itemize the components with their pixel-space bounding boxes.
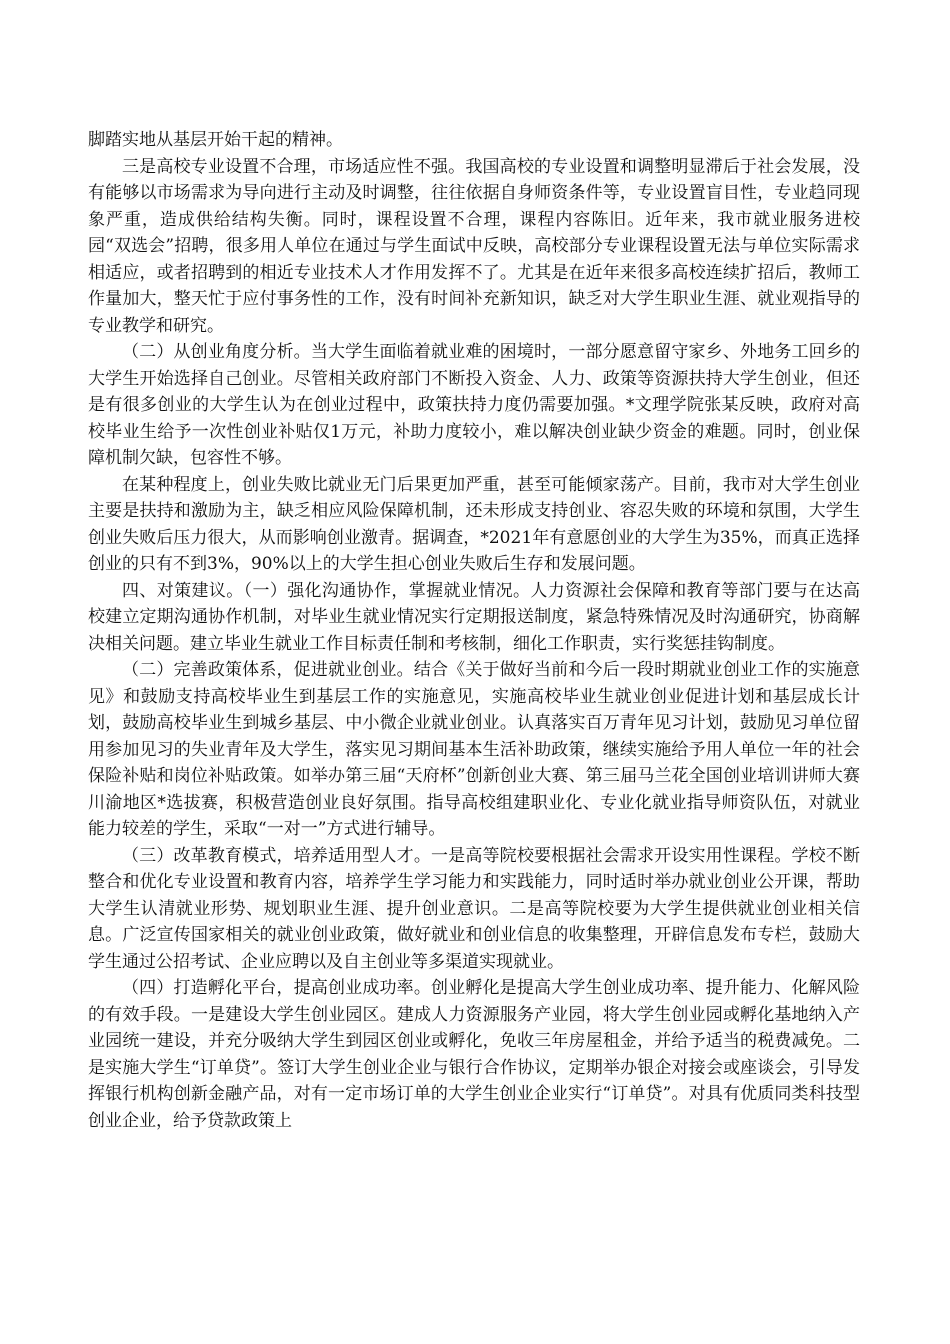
paragraph-entrepreneurship-analysis: （二）从创业角度分析。当大学生面临着就业难的困境时，一部分愿意留守家乡、外地务工回乡的大学生开始选择自己创业。尽管相关政府部门不断投入资金、人力、政策等资源扶持大学生创业，但还是有很多创业的大学生认为在创业过程中，政策扶持力度仍需要加强。*文理学院张某反映，政府对高校毕业生给予一次性创业补贴仅1万元，补助力度较小，难以解决创业缺少资金的难题。同时，创业保障机制欠缺，包容性不够。	[88, 342, 860, 468]
paragraph-continued: 脚踏实地从基层开始干起的精神。	[88, 130, 343, 150]
paragraph-policy-system: （二）完善政策体系，促进就业创业。结合《关于做好当前和今后一段时期就业创业工作的实施意见》和鼓励支持高校毕业生到基层工作的实施意见，实施高校毕业生就业创业促进计划和基层成长计划，鼓励高校毕业生到城乡基层、中小微企业就业创业。认真落实百万青年见习计划，鼓励见习单位留用参加见习的失业青年及大学生，落实见习期间基本生活补助政策，继续实施给予用人单位一年的社会保险补贴和岗位补贴政策。如举办第三届“天府杯”创新创业大赛、第三届马兰花全国创业培训讲师大赛川渝地区*选拔赛，积极营造创业良好氛围。指导高校组建职业化、专业化就业指导师资队伍，对就业能力较差的学生，采取“一对一”方式进行辅导。	[88, 660, 860, 839]
document-body	[88, 127, 860, 1134]
paragraph-education-reform: （三）改革教育模式，培养适用型人才。一是高等院校要根据社会需求开设实用性课程。学校不断整合和优化专业设置和教育内容，培养学生学习能力和实践能力，同时适时举办就业创业公开课，帮助大学生认清就业形势、规划职业生涯、提升创业意识。二是高等院校要为大学生提供就业创业相关信息。广泛宣传国家相关的就业创业政策，做好就业和创业信息的收集整理，开辟信息发布专栏，鼓励大学生通过公招考试、企业应聘以及自主创业等多渠道实现就业。	[88, 845, 860, 972]
paragraph-program-mismatch: 三是高校专业设置不合理，市场适应性不强。我国高校的专业设置和调整明显滞后于社会发展，没有能够以市场需求为导向进行主动及时调整，往往依据自身师资条件等，专业设置盲目性，专业趋同现象严重，造成供给结构失衡。同时，课程设置不合理，课程内容陈旧。近年来，我市就业服务进校园“双选会”招聘，很多用人单位在通过与学生面试中反映，高校部分专业课程设置无法与单位实际需求相适应，或者招聘到的相近专业技术人才作用发挥不了。尤其是在近年来很多高校连续扩招后，教师工作量加大，整天忙于应付事务性的工作，没有时间补充新知识，缺乏对大学生职业生涯、就业观指导的专业教学和研究。	[88, 156, 860, 336]
paragraph-incubation-platform: （四）打造孵化平台，提高创业成功率。创业孵化是提高大学生创业成功率、提升能力、化解风险的有效手段。一是建设大学生创业园区。建成人力资源服务产业园，将大学生创业园或孵化基地纳入产业园统一建设，并充分吸纳大学生到园区创业或孵化，免收三年房屋租金，并给予适当的税费减免。二是实施大学生“订单贷”。签订大学生创业企业与银行合作协议，定期举办银企对接会或座谈会，引导发挥银行机构创新金融产品，对有一定市场订单的大学生创业企业实行“订单贷”。对具有优质同类科技型创业企业，给予贷款政策上	[88, 978, 860, 1131]
paragraph-recommendations: 四、对策建议。（一）强化沟通协作，掌握就业情况。人力资源社会保障和教育等部门要与在达高校建立定期沟通协作机制，对毕业生就业情况实行定期报送制度，紧急特殊情况及时沟通研究，协商解决相关问题。建立毕业生就业工作目标责任制和考核制，细化工作职责，实行奖惩挂钩制度。	[88, 580, 860, 654]
paragraph-failure-risk: 在某种程度上，创业失败比就业无门后果更加严重，甚至可能倾家荡产。目前，我市对大学生创业主要是扶持和激励为主，缺乏相应风险保障机制，还未形成支持创业、容忍失败的环境和氛围，大学生创业失败后压力很大，从而影响创业激青。据调查，*2021年有意愿创业的大学生为35%，而真正选择创业的只有不到3%，90%以上的大学生担心创业失败后生存和发展问题。	[88, 474, 860, 574]
